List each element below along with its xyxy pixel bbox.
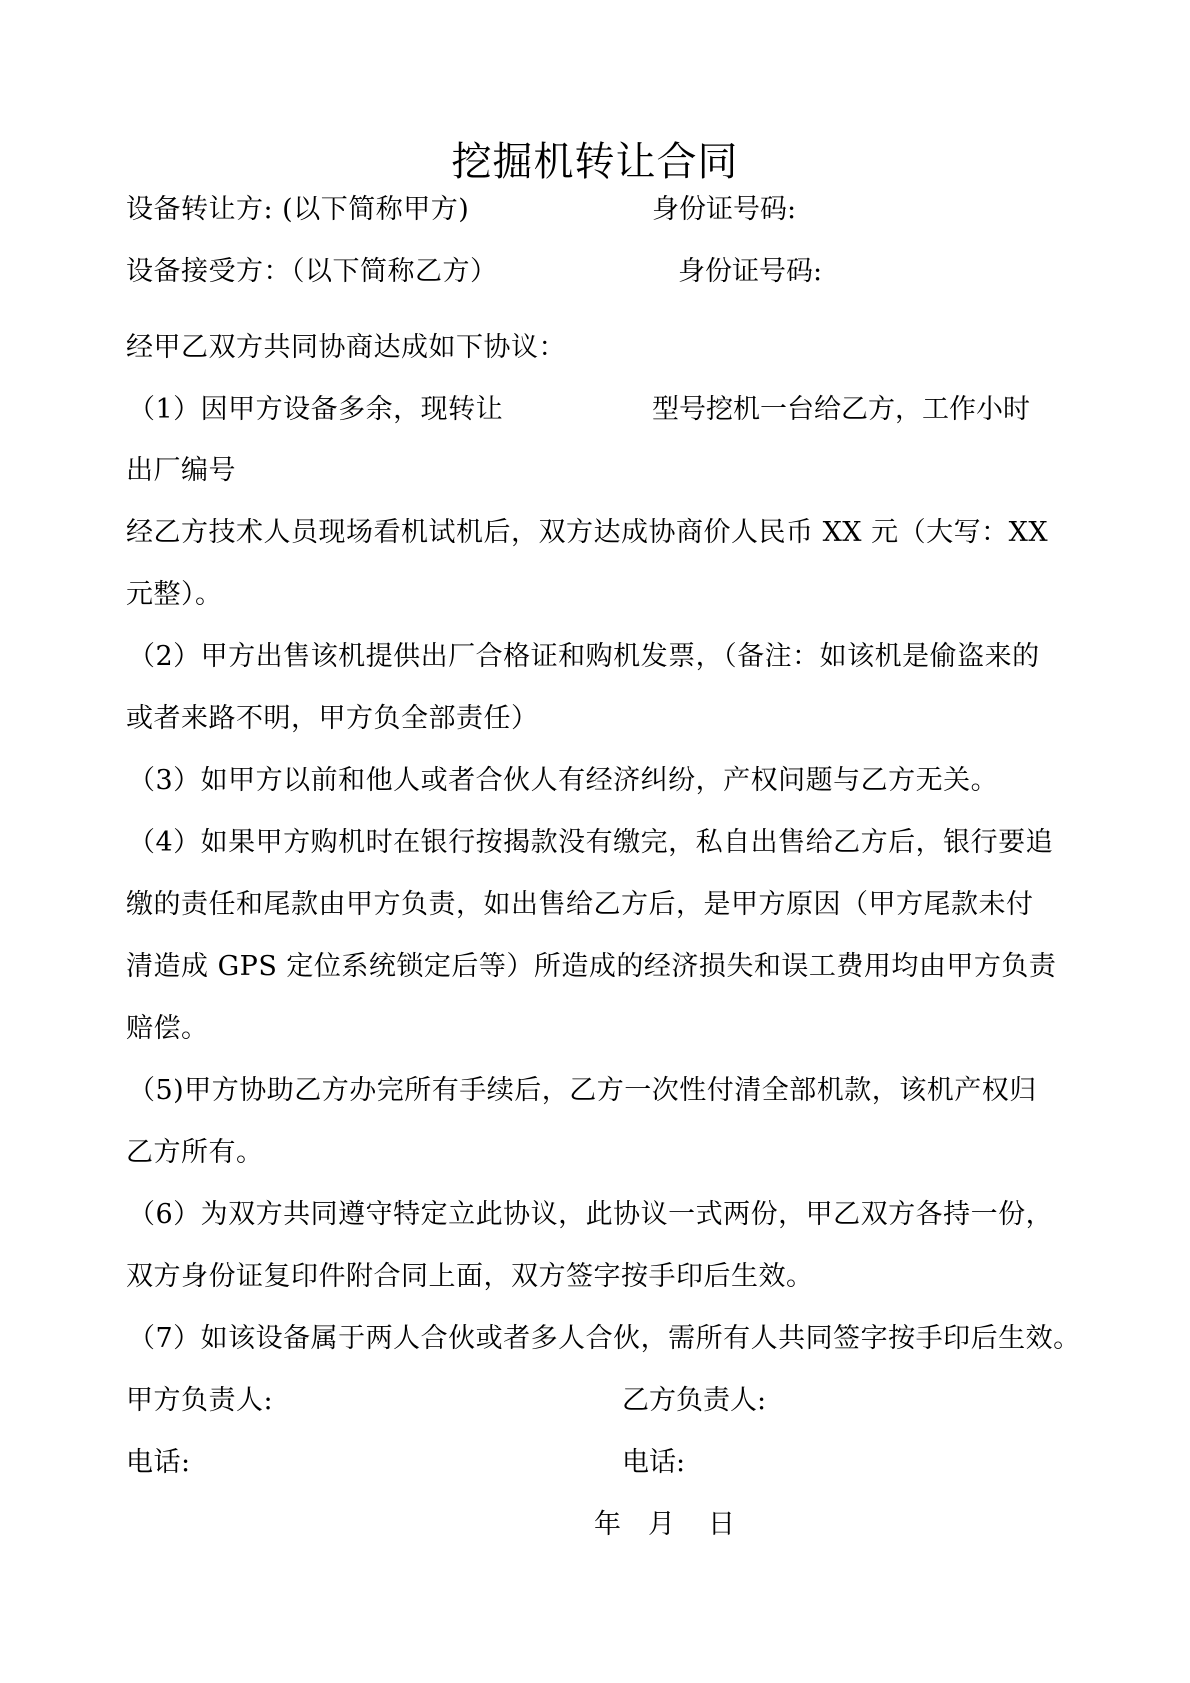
clause-4-line-3: 清造成 GPS 定位系统锁定后等）所造成的经济损失和误工费用均由甲方负责 xyxy=(126,951,1057,982)
party-b-phone-label: 电话: xyxy=(622,1447,686,1478)
party-a-phone-label: 电话: xyxy=(126,1447,191,1478)
clause-5-line-1: （5)甲方协助乙方办完所有手续后，乙方一次性付清全部机款，该机产权归 xyxy=(128,1075,1037,1106)
clause-7-line-1: （7）如该设备属于两人合伙或者多人合伙，需所有人共同签字按手印后生效。 xyxy=(128,1323,1081,1354)
document-title: 挖掘机转让合同 xyxy=(451,139,739,185)
clause-1-line-1a: （1）因甲方设备多余，现转让 xyxy=(128,394,504,425)
clause-4-line-4: 赔偿。 xyxy=(126,1013,209,1044)
clause-1-line-1b: 型号挖机一台给乙方，工作小时 xyxy=(652,394,1030,425)
clause-5-line-2: 乙方所有。 xyxy=(126,1137,264,1168)
clause-6-line-2: 双方身份证复印件附合同上面，双方签字按手印后生效。 xyxy=(126,1261,814,1292)
transferee-label: 设备接受方：（以下简称乙方） xyxy=(126,256,498,287)
transferor-id-label: 身份证号码: xyxy=(652,194,797,225)
date-year-label: 年 xyxy=(594,1509,621,1540)
clause-6-line-1: （6）为双方共同遵守特定立此协议，此协议一式两份，甲乙双方各持一份， xyxy=(128,1199,1054,1230)
transferee-id-label: 身份证号码: xyxy=(678,256,823,287)
transferor-label: 设备转让方: (以下简称甲方) xyxy=(126,194,470,225)
clause-4-line-2: 缴的责任和尾款由甲方负责，如出售给乙方后，是甲方原因（甲方尾款未付 xyxy=(126,889,1034,920)
clause-1-line-2: 出厂编号 xyxy=(126,455,236,486)
party-b-representative-label: 乙方负责人: xyxy=(622,1385,767,1416)
clause-2-line-1: （2）甲方出售该机提供出厂合格证和购机发票，（备注：如该机是偷盗来的 xyxy=(128,641,1040,672)
date-day-label: 日 xyxy=(708,1509,735,1540)
date-month-label: 月 xyxy=(648,1509,675,1540)
clause-2-line-2: 或者来路不明，甲方负全部责任） xyxy=(126,703,539,734)
party-a-representative-label: 甲方负责人: xyxy=(126,1385,274,1416)
intro-text: 经甲乙双方共同协商达成如下协议： xyxy=(126,332,566,363)
clause-3-line-1: （3）如甲方以前和他人或者合伙人有经济纠纷，产权问题与乙方无关。 xyxy=(128,765,999,796)
clause-4-line-1: （4）如果甲方购机时在银行按揭款没有缴完，私自出售给乙方后，银行要追 xyxy=(128,827,1054,858)
clause-1-line-4: 元整）。 xyxy=(126,579,223,610)
clause-1-line-3: 经乙方技术人员现场看机试机后，双方达成协商价人民币 XX 元（大写：XX xyxy=(126,517,1049,548)
